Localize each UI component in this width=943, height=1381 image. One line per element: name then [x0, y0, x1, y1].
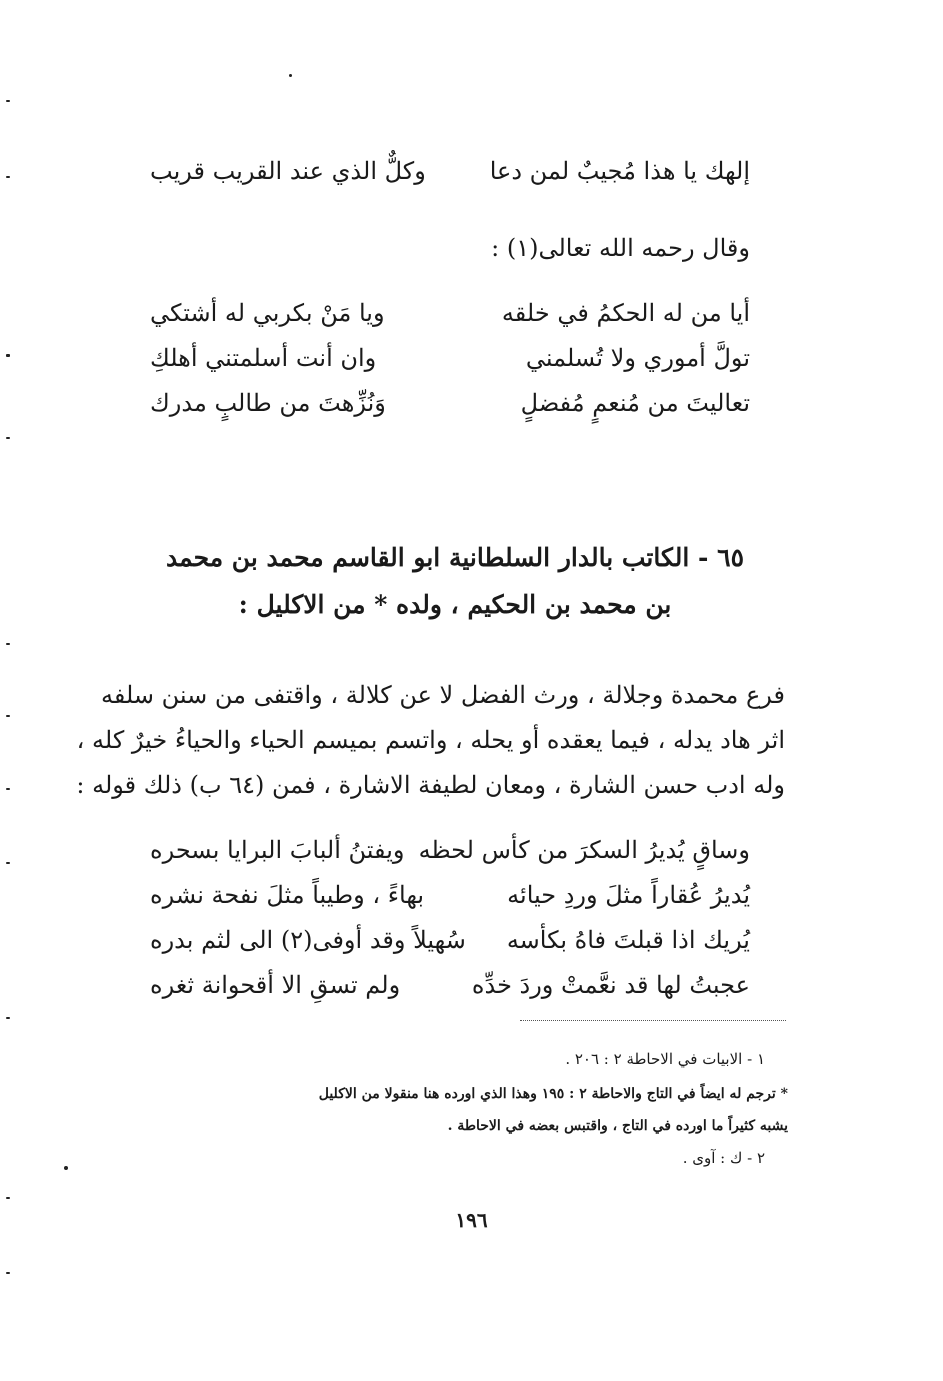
footnote-1: ١ - الابيات في الاحاطة ٢ : ٢٠٦ .: [565, 1050, 765, 1068]
verse-left-hemistich: وَنُزِّهتَ من طالبٍ مدرك: [150, 389, 386, 417]
prose-line: وله ادب حسن الشارة ، ومعان لطيفة الاشارة ، فمن (٦٤ ب) ذلك قوله :: [76, 771, 785, 799]
verse-right-hemistich: تعاليتَ من مُنعمٍ مُفضلٍ: [520, 389, 750, 417]
verse-left-hemistich: وان أنت أسلمتني أهلكِ: [150, 344, 377, 372]
section-heading-line1: ٦٥ - الكاتب بالدار السلطانية ابو القاسم محمد بن محمد: [166, 543, 744, 572]
verse-left-hemistich: ويا مَنْ بكربي له أشتكي: [150, 299, 385, 327]
scan-mark: [6, 715, 10, 717]
page-number: ١٩٦: [455, 1208, 488, 1232]
prose-line: اثر هاد يدله ، فيما يعقده أو يحله ، واتسم بميسم الحياء والحياءُ خيرٌ كله ،: [76, 726, 785, 754]
scan-dot: [289, 74, 292, 77]
footnote-star-line2: يشبه كثيراً ما اورده في التاج ، واقتبس بعضه في الاحاطة .: [447, 1118, 788, 1134]
section-heading-line2: بن محمد بن الحكيم ، ولده * من الاكليل :: [238, 590, 672, 619]
poem2-verse: [150, 876, 750, 914]
verse-right-hemistich: إلهك يا هذا مُجيبٌ لمن دعا: [489, 157, 750, 185]
verse-right-hemistich: يُديرُ عُقاراً مثلَ وردِ حيائه: [507, 881, 750, 909]
scan-dot: [64, 1166, 68, 1170]
intro-line: وقال رحمه الله تعالى(١) :: [491, 234, 750, 262]
scan-mark: [6, 1197, 10, 1199]
verse-left-hemistich: ولم تسقِ الا أقحوانة ثغره: [150, 971, 401, 999]
footnote-star-line1: * ترجم له ايضاً في التاج والاحاطة ٢ : ١٩٥ وهذا الذي اورده هنا منقولا من الاكليل: [318, 1086, 788, 1102]
scan-mark: [6, 1017, 10, 1019]
verse-right-hemistich: يُريك اذا قبلتَ فاهُ بكأسه: [506, 926, 750, 954]
verse-left-hemistich: وكلٌّ الذي عند القريب قريب: [150, 157, 426, 185]
scan-mark: [6, 176, 10, 178]
poem1-verse: [150, 339, 750, 377]
verse-left-hemistich: ويفتنُ ألبابَ البرايا بسحره: [150, 836, 405, 864]
footnote-rule: [520, 1020, 786, 1021]
verse-left-hemistich: سُهيلاً وقد أوفى(٢) الى لثم بدره: [150, 926, 466, 954]
footnote-2: ٢ - ك : آوى .: [682, 1149, 765, 1167]
scan-mark: [6, 354, 10, 357]
scan-mark: [6, 643, 10, 645]
scan-mark: [6, 1272, 10, 1274]
prose-line: فرع محمدة وجلالة ، ورث الفضل لا عن كلالة ، واقتفى من سنن سلفه: [100, 681, 785, 709]
verse-right-hemistich: تولَّ أموري ولا تُسلمني: [525, 344, 750, 372]
verse-right-hemistich: وساقٍ يُديرُ السكرَ من كأس لحظه: [418, 836, 750, 864]
scan-mark: [6, 437, 10, 439]
verse-left-hemistich: بهاءً ، وطيباً مثلَ نفحة نشره: [150, 881, 425, 909]
verse-right-hemistich: عجبتُ لها قد نعَّمتْ وردَ خدِّه: [471, 971, 750, 999]
poem2-verse: [150, 966, 750, 1004]
poem1-verse: [150, 294, 750, 332]
scan-mark: [6, 100, 10, 102]
poem2-verse: [150, 831, 750, 869]
verse-right-hemistich: أيا من له الحكمُ في خلقه: [501, 299, 750, 327]
scan-mark: [6, 862, 10, 864]
opening-verse: [150, 152, 750, 190]
poem2-verse: [150, 921, 750, 959]
scan-mark: [6, 788, 10, 790]
poem1-verse: [150, 384, 750, 422]
